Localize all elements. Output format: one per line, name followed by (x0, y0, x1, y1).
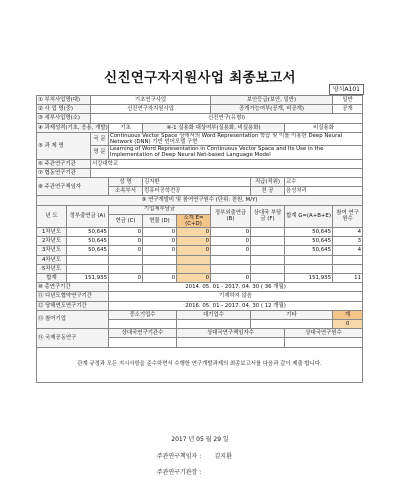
pi-rank-value: 교수 (285, 177, 363, 186)
budget-cell-gov (67, 255, 109, 264)
budget-cell-inkind: 0 (143, 246, 177, 255)
budget-cell-gov: 50,645 (67, 246, 109, 255)
coop-label: ⑦ 협동연구기관 (37, 168, 91, 177)
budget-sum-inkind: 0 (143, 274, 177, 283)
budget-cell-inkind (143, 264, 177, 273)
budget-cell-subtotal (177, 264, 211, 273)
pi-signoff (0, 451, 400, 460)
budget-year-header: 년 도 (37, 205, 67, 228)
practical-label: ④-1 실용화 대상여부(실용화, 비실용화) (143, 123, 285, 132)
report-form-table (36, 95, 363, 383)
budget-sum-row (37, 274, 363, 283)
budget-gov-header: 정부출연금 (A) (67, 205, 109, 228)
participants-other-header: 기타 (251, 310, 333, 319)
budget-cell-year: 5차년도 (37, 264, 67, 273)
budget-cell-cash: 0 (109, 246, 143, 255)
budget-sum-local: 0 (211, 274, 251, 283)
budget-cell-local (211, 255, 251, 264)
budget-cell-year: 1차년도 (37, 228, 67, 237)
budget-row (37, 264, 363, 273)
budget-cell-local (211, 264, 251, 273)
public-label: 공개가능여부(공개, 비공개) (211, 105, 333, 114)
task-ko-value: Continuous Vector Space 상에서의 Word Representation 학습 및 이를 이용한 Deep Neural Network (DNN) 기반 언어모델 구현 (109, 132, 363, 145)
budget-sum-cash: 0 (109, 274, 143, 283)
budget-cell-researchers (333, 264, 363, 273)
pi-signoff-name: 김지환 (214, 453, 232, 460)
budget-cell-cash: 0 (109, 237, 143, 246)
dept-label: ① 부처사업명(대) (37, 96, 91, 105)
budget-cell-cash: 0 (109, 228, 143, 237)
security-label: 보안등급(보안, 일반) (211, 96, 333, 105)
budget-cell-inkind: 0 (143, 228, 177, 237)
subproject-label: ③ 세부사업명(소) (37, 114, 91, 123)
security-value: 일반 (333, 96, 363, 105)
pi-signoff-label: 주관연구책임자 : (156, 453, 202, 460)
participants-other-value (251, 319, 333, 328)
budget-cell-subtotal: 0 (177, 228, 211, 237)
budget-other-header: 상대국 부담금 (F) (251, 205, 285, 228)
head-signoff-label: 주관연구기관장 : (156, 469, 202, 476)
budget-cell-subtotal: 0 (177, 246, 211, 255)
pi-dept-value: 컴퓨터공학전공 (143, 187, 251, 196)
budget-cell-year: 2차년도 (37, 237, 67, 246)
pi-label: ⑧ 주관연구책임자 (37, 177, 109, 195)
budget-cell-subtotal: 0 (177, 237, 211, 246)
project-value: 신진연구자지원사업 (91, 105, 211, 114)
participants-sme-value (109, 319, 177, 328)
budget-cell-total: 50,645 (285, 237, 333, 246)
page-title: 신진연구자지원사업 최종보고서 (104, 70, 296, 86)
budget-cell-researchers (333, 255, 363, 264)
budget-section-label: ⑨ 연구개발비 및 참여연구원수 (단위: 천원, M/Y) (37, 196, 363, 205)
budget-inkind-header: 현물 (D) (143, 214, 177, 227)
statement: 관계 규정과 모든 지시사항을 준수하면서 수행한 연구개발과제의 최종보고서를 다음과 같이 제출 합니다. (37, 347, 363, 382)
task-name-label: ⑤ 과 제 명 (37, 132, 91, 159)
submission-date: 2017 년 05 월 29 일 (171, 436, 229, 443)
budget-row (37, 237, 363, 246)
subproject-value: 신진연구(유형I) (91, 114, 363, 123)
pi-rank-label: 직급(직위) (251, 177, 285, 186)
participants-sme-header: 중소기업수 (109, 310, 177, 319)
budget-cell-other (251, 246, 285, 255)
budget-row (37, 246, 363, 255)
intl-pi-value (177, 338, 285, 347)
budget-cell-local: 0 (211, 246, 251, 255)
task-en-value: Learning of Word Representation in Continuous Vector Space and Its Use in the Implementation of Deep Neural Net-based Language Model (109, 146, 363, 159)
budget-cell-gov: 50,645 (67, 237, 109, 246)
budget-sum-gov: 151,935 (67, 274, 109, 283)
budget-cell-researchers: 4 (333, 246, 363, 255)
budget-cell-local: 0 (211, 228, 251, 237)
budget-sum-researchers: 11 (333, 274, 363, 283)
classification-value: 기초 (109, 123, 143, 132)
participants-large-header: 대기업수 (177, 310, 251, 319)
multiyear-value: 기재하지 않음 (109, 292, 363, 301)
period-label: ⑩ 총연구기간 (37, 283, 109, 292)
pi-major-label: 전 공 (251, 187, 285, 196)
participants-label: ⑬ 참여기업 (37, 310, 109, 328)
pi-name-label: 성 명 (109, 177, 143, 186)
budget-cell-total: 50,645 (285, 228, 333, 237)
task-en-label: 영 문 (91, 146, 109, 159)
current-period-label: ⑫ 당해연도연구기간 (37, 301, 109, 310)
budget-total-header: 합계 G=(A+B+E) (285, 205, 333, 228)
budget-sum-other (251, 274, 285, 283)
intl-researcher-value (285, 338, 363, 347)
budget-cell-subtotal (177, 255, 211, 264)
participants-total-header: 계 (333, 310, 363, 319)
form-id-badge: 양식A101 (329, 84, 364, 95)
pi-dept-label: 소속부서 (109, 187, 143, 196)
budget-cell-total (285, 264, 333, 273)
budget-cell-year: 4차년도 (37, 255, 67, 264)
intl-org-header: 상대국연구기관수 (109, 329, 177, 338)
coop-value (91, 168, 363, 177)
budget-private-header: 기업체부담금 (109, 205, 211, 214)
budget-cell-other (251, 237, 285, 246)
budget-cell-gov (67, 264, 109, 273)
multiyear-label: ⑪ 다년도협약연구기간 (37, 292, 109, 301)
budget-cell-local: 0 (211, 237, 251, 246)
budget-cell-researchers: 4 (333, 228, 363, 237)
classification-label: ④ 과제성격(기초, 응용, 개발) (38, 124, 108, 131)
budget-sum-label: 합계 (37, 274, 67, 283)
budget-cell-total (285, 255, 333, 264)
current-period-value: 2016. 05. 01 - 2017. 04. 30 ( 12 개월) (109, 301, 363, 310)
budget-cash-header: 현금 (C) (109, 214, 143, 227)
budget-cell-inkind (143, 255, 177, 264)
budget-sum-total: 151,935 (285, 274, 333, 283)
budget-cell-researchers: 3 (333, 237, 363, 246)
budget-row (37, 255, 363, 264)
participants-total-value: 0 (333, 319, 363, 328)
budget-row (37, 228, 363, 237)
intl-researcher-header: 상대국연구원수 (285, 329, 363, 338)
budget-rows (37, 228, 363, 274)
period-value: 2014. 05. 01 - 2017. 04. 30 ( 36 개월) (109, 283, 363, 292)
org-value: 서강대학교 (91, 159, 363, 168)
budget-cell-other (251, 255, 285, 264)
pi-major-value: 음성처리 (285, 187, 363, 196)
pi-name-value: 김지환 (143, 177, 251, 186)
task-ko-label: 국 문 (91, 132, 109, 145)
budget-cell-cash (109, 255, 143, 264)
intl-label: ⑭ 국제공동연구 (37, 329, 109, 347)
budget-local-header: 정부외출연금 (B) (211, 205, 251, 228)
head-signoff (0, 467, 400, 476)
budget-cell-other (251, 228, 285, 237)
intl-org-value (109, 338, 177, 347)
budget-subtotal-header: 소계 E=(C+D) (177, 214, 211, 227)
budget-researchers-header: 참여 연구원수 (333, 205, 363, 228)
budget-cell-inkind: 0 (143, 237, 177, 246)
practical-value: 비실용화 (285, 123, 363, 132)
dept-value: 기초연구사업 (91, 96, 211, 105)
org-label: ⑥ 주관연구기관 (37, 159, 91, 168)
intl-pi-header: 상대국연구책임자수 (177, 329, 285, 338)
participants-large-value (177, 319, 251, 328)
project-label: ② 사 업 명(중) (37, 105, 91, 114)
budget-cell-year: 3차년도 (37, 246, 67, 255)
budget-cell-gov: 50,645 (67, 228, 109, 237)
budget-sum-subtotal: 0 (177, 274, 211, 283)
budget-cell-other (251, 264, 285, 273)
budget-cell-total: 50,645 (285, 246, 333, 255)
budget-cell-cash (109, 264, 143, 273)
public-value: 공개 (333, 105, 363, 114)
